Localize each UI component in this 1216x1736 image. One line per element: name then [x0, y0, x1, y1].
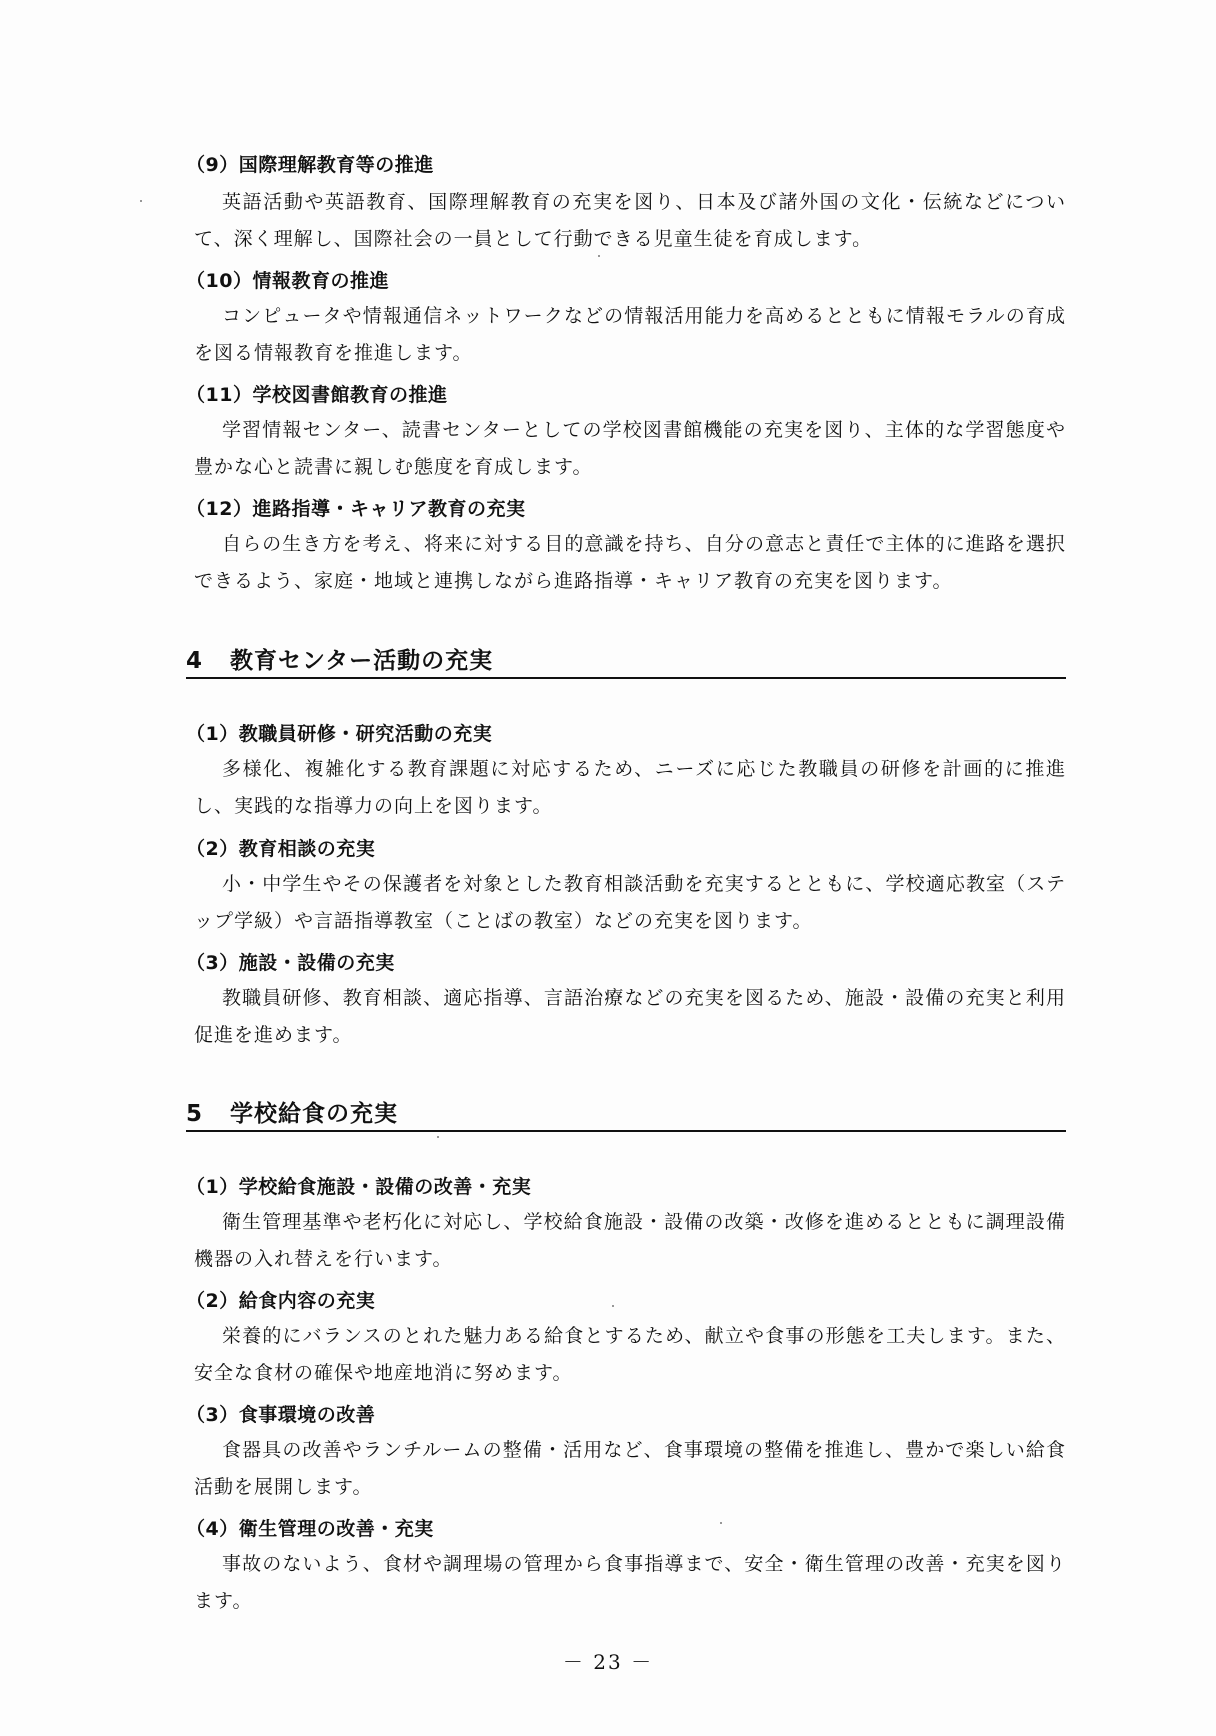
section-5-item-heading-4: （4）衛生管理の改善・充実: [186, 1518, 434, 1540]
section-4-number: 4: [186, 648, 204, 674]
item-body-9: 英語活動や英語教育、国際理解教育の充実を図り、日本及び諸外国の文化・伝統などについて、深く理解し、国際社会の一員として行動できる児童生徒を育成します。: [194, 191, 1066, 250]
item-body-10: コンピュータや情報通信ネットワークなどの情報活用能力を高めるとともに情報モラルの育成を図る情報教育を推進します。: [194, 305, 1066, 364]
section-5-item-heading-1: （1）学校給食施設・設備の改善・充実: [186, 1176, 532, 1198]
section-4-item-body-1: 多様化、複雑化する教育課題に対応するため、ニーズに応じた教職員の研修を計画的に推進し、実践的な指導力の向上を図ります。: [194, 758, 1066, 817]
section-5-item-heading-3: （3）食事環境の改善: [186, 1404, 376, 1426]
section-5-item-body-4: 事故のないよう、食材や調理場の管理から食事指導まで、安全・衛生管理の改善・充実を図ります。: [194, 1553, 1066, 1612]
section-5-heading: [186, 1095, 1066, 1132]
section-4-item-heading-2: （2）教育相談の充実: [186, 838, 376, 860]
section-5-item-body-2: 栄養的にバランスのとれた魅力ある給食とするため、献立や食事の形態を工夫します。また、安全な食材の確保や地産地消に努めます。: [194, 1325, 1066, 1384]
section-4-item-heading-1: （1）教職員研修・研究活動の充実: [186, 723, 493, 745]
section-4-item-body-2: 小・中学生やその保護者を対象とした教育相談活動を充実するとともに、学校適応教室（ステップ学級）や言語指導教室（ことばの教室）などの充実を図ります。: [194, 873, 1066, 932]
section-5-number: 5: [186, 1101, 204, 1127]
scan-speck: [140, 200, 142, 202]
scan-speck: [612, 1305, 614, 1307]
section-4-heading: [186, 642, 1066, 679]
page-number: － 23 －: [562, 1650, 654, 1674]
item-heading-11: （11）学校図書館教育の推進: [186, 384, 448, 406]
scan-speck: [437, 1136, 439, 1138]
item-heading-12: （12）進路指導・キャリア教育の充実: [186, 498, 526, 520]
section-4-item-heading-3: （3）施設・設備の充実: [186, 952, 395, 974]
item-body-12: 自らの生き方を考え、将来に対する目的意識を持ち、自分の意志と責任で主体的に進路を選択できるよう、家庭・地域と連携しながら進路指導・キャリア教育の充実を図ります。: [194, 533, 1066, 592]
scan-speck: [720, 1522, 722, 1524]
item-body-11: 学習情報センター、読書センターとしての学校図書館機能の充実を図り、主体的な学習態度や豊かな心と読書に親しむ態度を育成します。: [194, 419, 1066, 478]
item-heading-9: （9）国際理解教育等の推進: [186, 154, 434, 176]
section-5-item-body-3: 食器具の改善やランチルームの整備・活用など、食事環境の整備を推進し、豊かで楽しい給食活動を展開します。: [194, 1439, 1066, 1498]
item-heading-10: （10）情報教育の推進: [186, 270, 389, 292]
scan-speck: [598, 255, 600, 257]
section-4-title: 教育センター活動の充実: [230, 648, 494, 674]
section-4-item-body-3: 教職員研修、教育相談、適応指導、言語治療などの充実を図るため、施設・設備の充実と利用促進を進めます。: [194, 987, 1066, 1046]
section-5-item-heading-2: （2）給食内容の充実: [186, 1290, 376, 1312]
section-5-item-body-1: 衛生管理基準や老朽化に対応し、学校給食施設・設備の改築・改修を進めるとともに調理設備機器の入れ替えを行います。: [194, 1211, 1066, 1270]
section-5-title: 学校給食の充実: [230, 1101, 398, 1127]
